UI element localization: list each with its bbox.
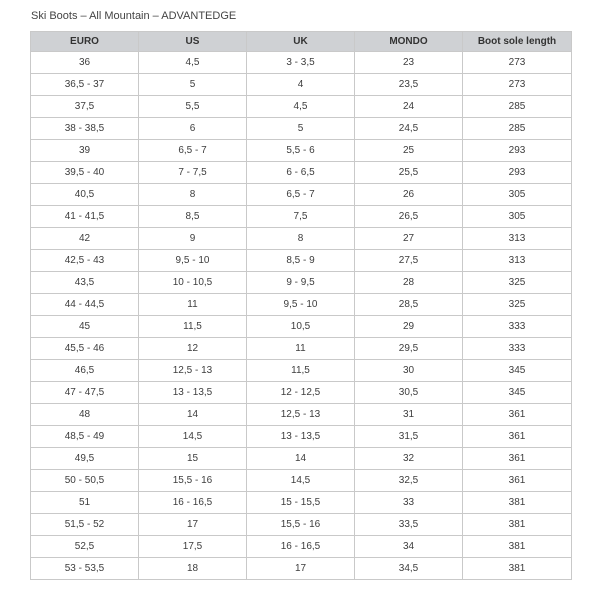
table-cell-us: 4,5 (139, 52, 247, 74)
table-cell-mondo: 25 (355, 140, 463, 162)
table-cell-boot-sole-length: 381 (463, 536, 572, 558)
table-cell-euro: 36 (31, 52, 139, 74)
table-cell-us: 16 - 16,5 (139, 492, 247, 514)
column-header-mondo: MONDO (355, 32, 463, 52)
table-row (31, 250, 572, 272)
table-cell-mondo: 31 (355, 404, 463, 426)
table-cell-euro: 51,5 - 52 (31, 514, 139, 536)
table-cell-euro: 36,5 - 37 (31, 74, 139, 96)
table-row (31, 338, 572, 360)
table-cell-mondo: 26,5 (355, 206, 463, 228)
table-cell-uk: 9,5 - 10 (247, 294, 355, 316)
table-row (31, 228, 572, 250)
table-cell-uk: 10,5 (247, 316, 355, 338)
table-cell-mondo: 30 (355, 360, 463, 382)
header-row (31, 32, 572, 52)
table-row (31, 360, 572, 382)
table-row (31, 140, 572, 162)
table-cell-euro: 52,5 (31, 536, 139, 558)
table-cell-mondo: 28,5 (355, 294, 463, 316)
table-cell-mondo: 27 (355, 228, 463, 250)
table-cell-uk: 9 - 9,5 (247, 272, 355, 294)
size-chart-table (30, 31, 572, 580)
table-cell-boot-sole-length: 293 (463, 140, 572, 162)
table-cell-euro: 40,5 (31, 184, 139, 206)
table-cell-euro: 44 - 44,5 (31, 294, 139, 316)
table-cell-us: 14,5 (139, 426, 247, 448)
table-cell-uk: 3 - 3,5 (247, 52, 355, 74)
table-cell-mondo: 34 (355, 536, 463, 558)
table-cell-uk: 6 - 6,5 (247, 162, 355, 184)
table-row (31, 74, 572, 96)
table-row (31, 382, 572, 404)
table-cell-mondo: 23 (355, 52, 463, 74)
table-cell-boot-sole-length: 305 (463, 206, 572, 228)
table-cell-boot-sole-length: 325 (463, 294, 572, 316)
table-cell-mondo: 30,5 (355, 382, 463, 404)
table-cell-us: 10 - 10,5 (139, 272, 247, 294)
table-cell-mondo: 31,5 (355, 426, 463, 448)
table-cell-mondo: 33,5 (355, 514, 463, 536)
table-row (31, 426, 572, 448)
table-cell-us: 8 (139, 184, 247, 206)
table-cell-boot-sole-length: 325 (463, 272, 572, 294)
table-cell-euro: 39,5 - 40 (31, 162, 139, 184)
table-body (31, 52, 572, 580)
table-cell-boot-sole-length: 305 (463, 184, 572, 206)
table-cell-mondo: 24 (355, 96, 463, 118)
table-row (31, 558, 572, 580)
table-cell-us: 7 - 7,5 (139, 162, 247, 184)
table-cell-boot-sole-length: 381 (463, 514, 572, 536)
table-row (31, 272, 572, 294)
table-row (31, 162, 572, 184)
table-cell-us: 14 (139, 404, 247, 426)
table-row (31, 316, 572, 338)
table-cell-boot-sole-length: 333 (463, 338, 572, 360)
table-cell-uk: 6,5 - 7 (247, 184, 355, 206)
table-cell-boot-sole-length: 361 (463, 448, 572, 470)
table-cell-mondo: 26 (355, 184, 463, 206)
table-cell-us: 12,5 - 13 (139, 360, 247, 382)
table-cell-mondo: 25,5 (355, 162, 463, 184)
table-cell-boot-sole-length: 285 (463, 118, 572, 140)
table-cell-us: 5 (139, 74, 247, 96)
table-cell-mondo: 29,5 (355, 338, 463, 360)
table-cell-uk: 4,5 (247, 96, 355, 118)
table-cell-mondo: 23,5 (355, 74, 463, 96)
table-cell-mondo: 24,5 (355, 118, 463, 140)
table-cell-euro: 48,5 - 49 (31, 426, 139, 448)
table-cell-uk: 14 (247, 448, 355, 470)
table-cell-euro: 45,5 - 46 (31, 338, 139, 360)
table-cell-euro: 38 - 38,5 (31, 118, 139, 140)
table-cell-uk: 17 (247, 558, 355, 580)
table-header (31, 32, 572, 52)
table-cell-uk: 15,5 - 16 (247, 514, 355, 536)
table-cell-us: 5,5 (139, 96, 247, 118)
table-cell-us: 15,5 - 16 (139, 470, 247, 492)
column-header-uk: UK (247, 32, 355, 52)
table-cell-us: 18 (139, 558, 247, 580)
table-cell-uk: 16 - 16,5 (247, 536, 355, 558)
table-cell-euro: 47 - 47,5 (31, 382, 139, 404)
table-cell-uk: 14,5 (247, 470, 355, 492)
table-cell-mondo: 32,5 (355, 470, 463, 492)
table-cell-us: 17,5 (139, 536, 247, 558)
table-row (31, 206, 572, 228)
page-title: Ski Boots – All Mountain – ADVANTEDGE (31, 10, 237, 22)
table-cell-boot-sole-length: 361 (463, 404, 572, 426)
table-cell-us: 6 (139, 118, 247, 140)
table-row (31, 184, 572, 206)
table-cell-euro: 39 (31, 140, 139, 162)
table-cell-boot-sole-length: 273 (463, 52, 572, 74)
table-cell-uk: 5 (247, 118, 355, 140)
table-cell-us: 8,5 (139, 206, 247, 228)
table-row (31, 492, 572, 514)
table-cell-uk: 12 - 12,5 (247, 382, 355, 404)
table-cell-mondo: 29 (355, 316, 463, 338)
table-row (31, 470, 572, 492)
table-row (31, 448, 572, 470)
table-cell-euro: 41 - 41,5 (31, 206, 139, 228)
table-cell-boot-sole-length: 345 (463, 360, 572, 382)
table-cell-us: 17 (139, 514, 247, 536)
table-cell-euro: 46,5 (31, 360, 139, 382)
column-header-us: US (139, 32, 247, 52)
table-cell-uk: 8,5 - 9 (247, 250, 355, 272)
table-cell-mondo: 33 (355, 492, 463, 514)
table-cell-euro: 45 (31, 316, 139, 338)
table-cell-boot-sole-length: 313 (463, 250, 572, 272)
table-cell-uk: 4 (247, 74, 355, 96)
table-cell-us: 13 - 13,5 (139, 382, 247, 404)
table-cell-euro: 51 (31, 492, 139, 514)
table-cell-uk: 8 (247, 228, 355, 250)
table-cell-mondo: 34,5 (355, 558, 463, 580)
table-row (31, 404, 572, 426)
table-cell-uk: 11,5 (247, 360, 355, 382)
table-cell-uk: 7,5 (247, 206, 355, 228)
table-cell-us: 6,5 - 7 (139, 140, 247, 162)
table-cell-boot-sole-length: 273 (463, 74, 572, 96)
table-cell-euro: 42,5 - 43 (31, 250, 139, 272)
table-row (31, 96, 572, 118)
table-cell-boot-sole-length: 333 (463, 316, 572, 338)
table-cell-us: 11,5 (139, 316, 247, 338)
table-cell-mondo: 32 (355, 448, 463, 470)
table-row (31, 514, 572, 536)
table-cell-uk: 13 - 13,5 (247, 426, 355, 448)
table-row (31, 294, 572, 316)
table-cell-euro: 43,5 (31, 272, 139, 294)
table-cell-boot-sole-length: 361 (463, 426, 572, 448)
table-cell-uk: 11 (247, 338, 355, 360)
table-cell-uk: 5,5 - 6 (247, 140, 355, 162)
table-row (31, 536, 572, 558)
table-cell-us: 15 (139, 448, 247, 470)
table-cell-euro: 48 (31, 404, 139, 426)
table-cell-boot-sole-length: 381 (463, 558, 572, 580)
table-cell-boot-sole-length: 293 (463, 162, 572, 184)
table-cell-boot-sole-length: 285 (463, 96, 572, 118)
table-cell-euro: 37,5 (31, 96, 139, 118)
table-cell-euro: 49,5 (31, 448, 139, 470)
table-cell-boot-sole-length: 313 (463, 228, 572, 250)
table-cell-euro: 42 (31, 228, 139, 250)
column-header-boot-sole-length: Boot sole length (463, 32, 572, 52)
table-cell-boot-sole-length: 381 (463, 492, 572, 514)
table-cell-us: 9,5 - 10 (139, 250, 247, 272)
table-cell-mondo: 27,5 (355, 250, 463, 272)
table-cell-mondo: 28 (355, 272, 463, 294)
table-cell-us: 9 (139, 228, 247, 250)
table-cell-uk: 15 - 15,5 (247, 492, 355, 514)
column-header-euro: EURO (31, 32, 139, 52)
table-cell-uk: 12,5 - 13 (247, 404, 355, 426)
table-cell-us: 12 (139, 338, 247, 360)
table-cell-boot-sole-length: 345 (463, 382, 572, 404)
table-cell-us: 11 (139, 294, 247, 316)
table-cell-euro: 53 - 53,5 (31, 558, 139, 580)
table-row (31, 52, 572, 74)
table-cell-euro: 50 - 50,5 (31, 470, 139, 492)
table-cell-boot-sole-length: 361 (463, 470, 572, 492)
table-row (31, 118, 572, 140)
